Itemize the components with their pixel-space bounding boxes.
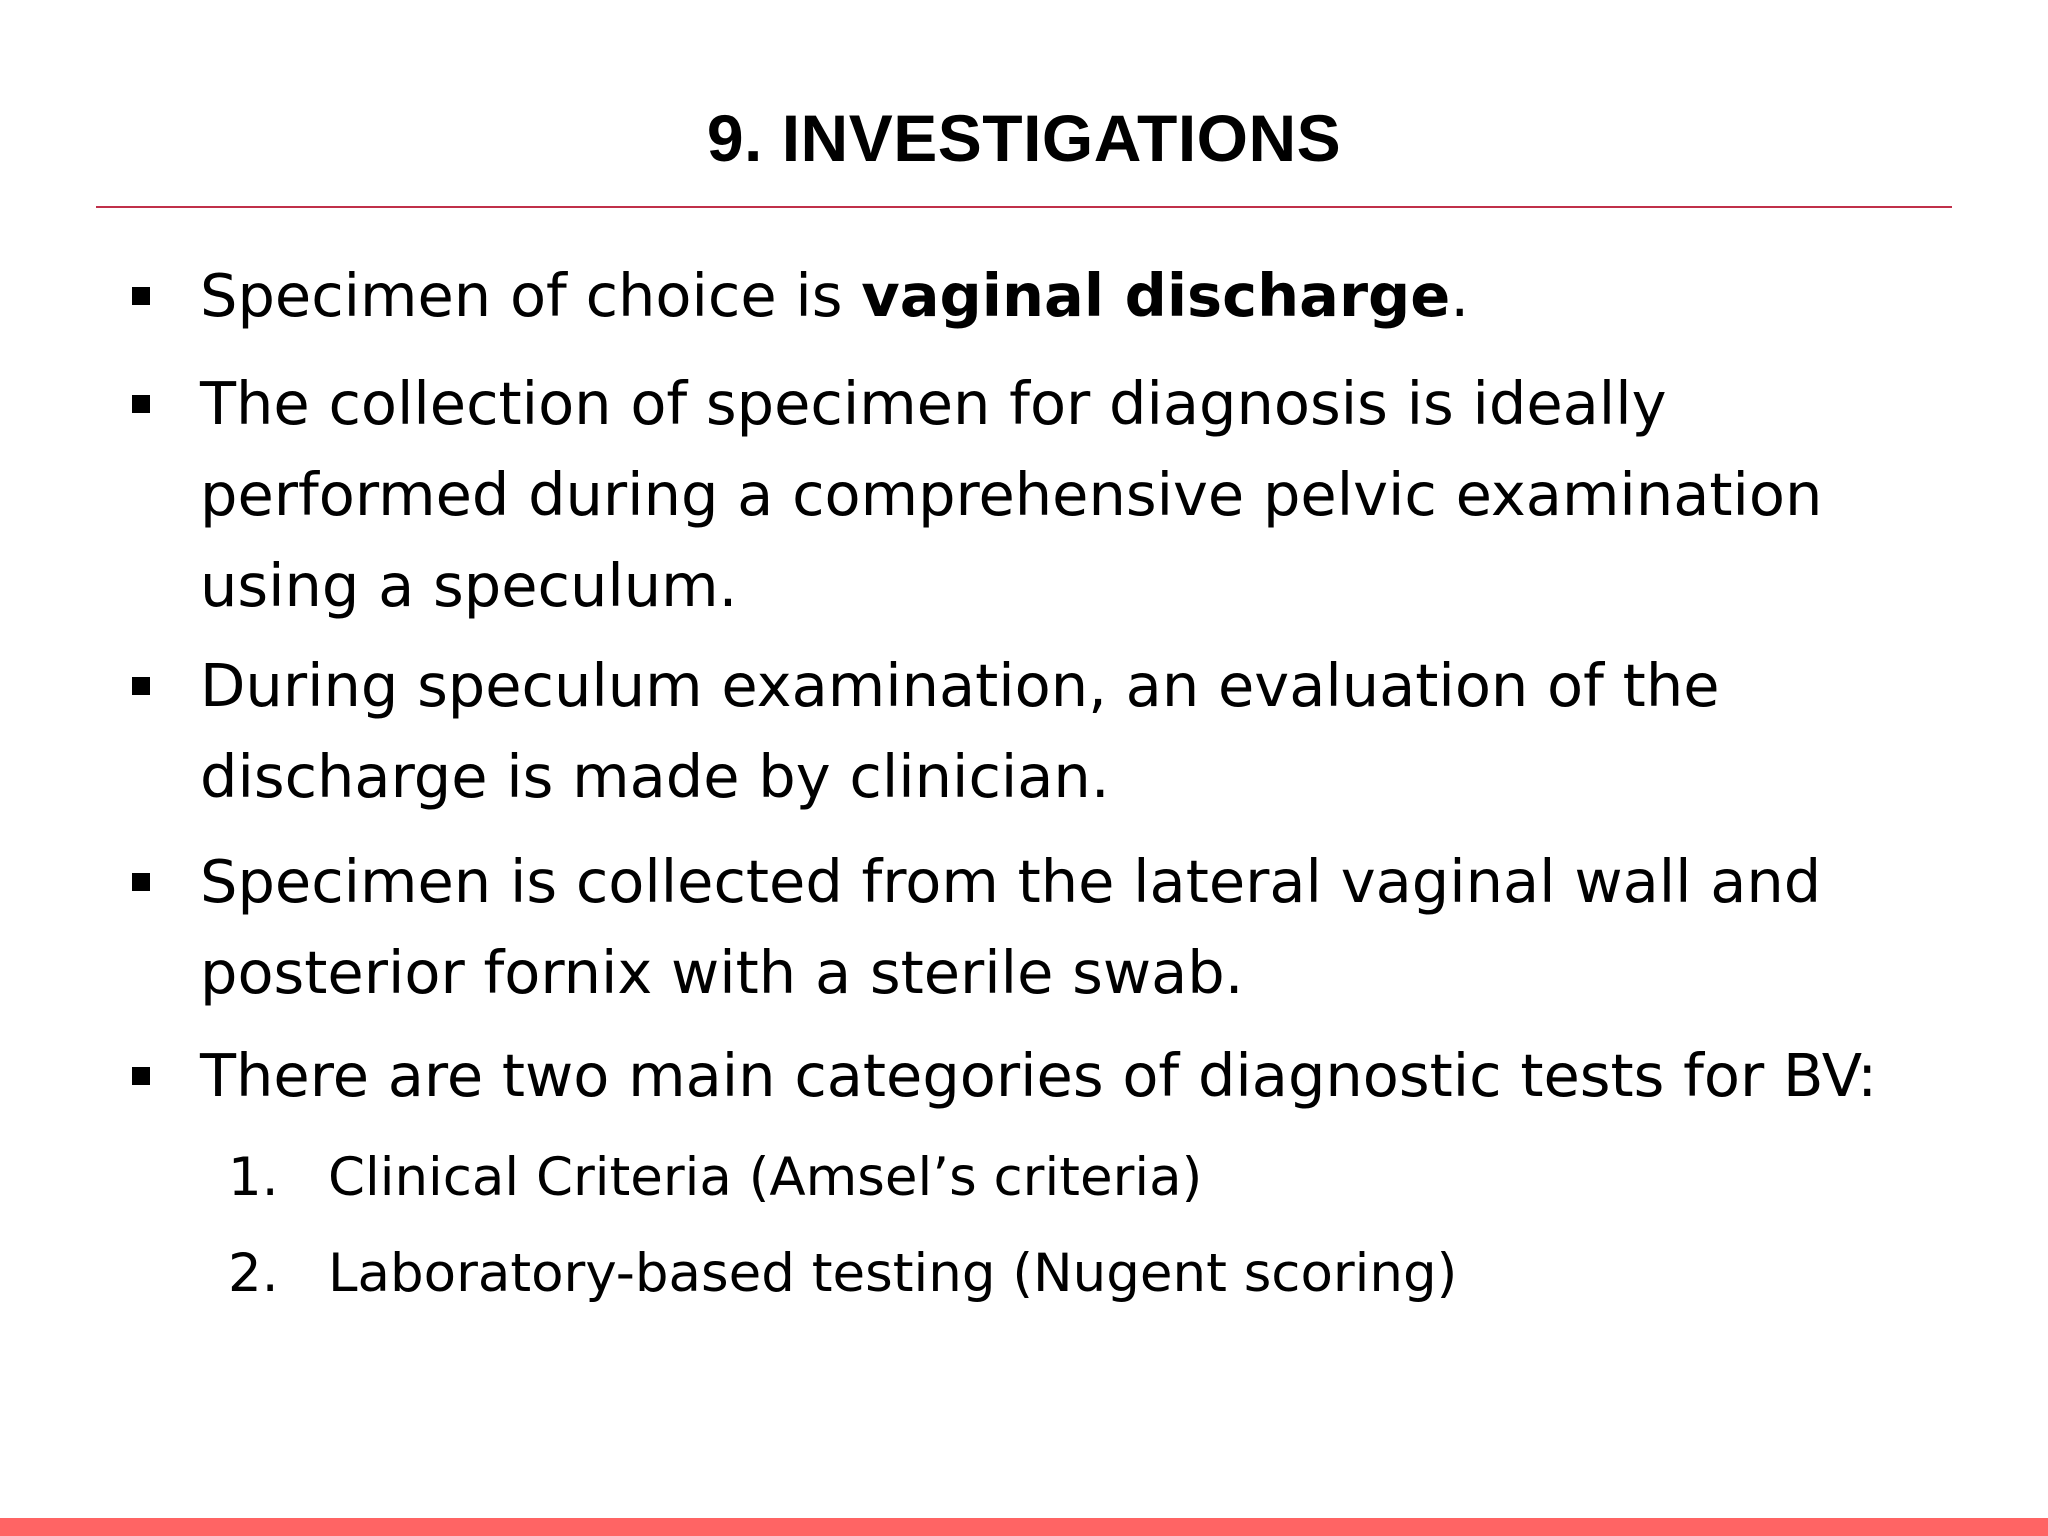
square-bullet-icon bbox=[132, 640, 150, 731]
subitem-text: Clinical Criteria (Amsel’s criteria) bbox=[328, 1147, 1203, 1208]
bullet-item bbox=[200, 358, 1920, 631]
bold-term: vaginal discharge bbox=[861, 261, 1451, 330]
bullet-line: There are two main categories of diagnostic tests for BV: bbox=[200, 1041, 1878, 1110]
square-bullet-icon bbox=[132, 1030, 150, 1121]
bullet-line: Specimen of choice is vaginal discharge. bbox=[200, 261, 1470, 330]
square-bullet-icon bbox=[132, 358, 150, 449]
bullet-line: performed during a comprehensive pelvic examination bbox=[200, 460, 1823, 529]
bullet-line: discharge is made by clinician. bbox=[200, 742, 1110, 811]
bullet-item bbox=[200, 836, 1920, 1018]
title-divider bbox=[96, 206, 1952, 208]
bullet-item bbox=[200, 250, 1920, 341]
square-bullet-icon bbox=[132, 250, 150, 341]
bullet-item bbox=[200, 640, 1920, 822]
bullet-item bbox=[200, 1030, 1920, 1121]
bullet-line: During speculum examination, an evaluation of the bbox=[200, 651, 1720, 720]
bullet-line: The collection of specimen for diagnosis is ideally bbox=[200, 369, 1667, 438]
subitem-text: Laboratory-based testing (Nugent scoring) bbox=[328, 1243, 1458, 1304]
footer-accent-bar bbox=[0, 1518, 2048, 1536]
bullet-line: Specimen is collected from the lateral vaginal wall and bbox=[200, 847, 1822, 916]
square-bullet-icon bbox=[132, 836, 150, 927]
bullet-line: using a speculum. bbox=[200, 551, 738, 620]
numbered-subitem bbox=[228, 1138, 1828, 1218]
subitem-number: 1. bbox=[228, 1147, 279, 1208]
subitem-number: 2. bbox=[228, 1243, 279, 1304]
slide-title: 9. INVESTIGATIONS bbox=[706, 101, 1342, 175]
numbered-subitem bbox=[228, 1234, 1828, 1314]
bullet-line: posterior fornix with a sterile swab. bbox=[200, 938, 1244, 1007]
